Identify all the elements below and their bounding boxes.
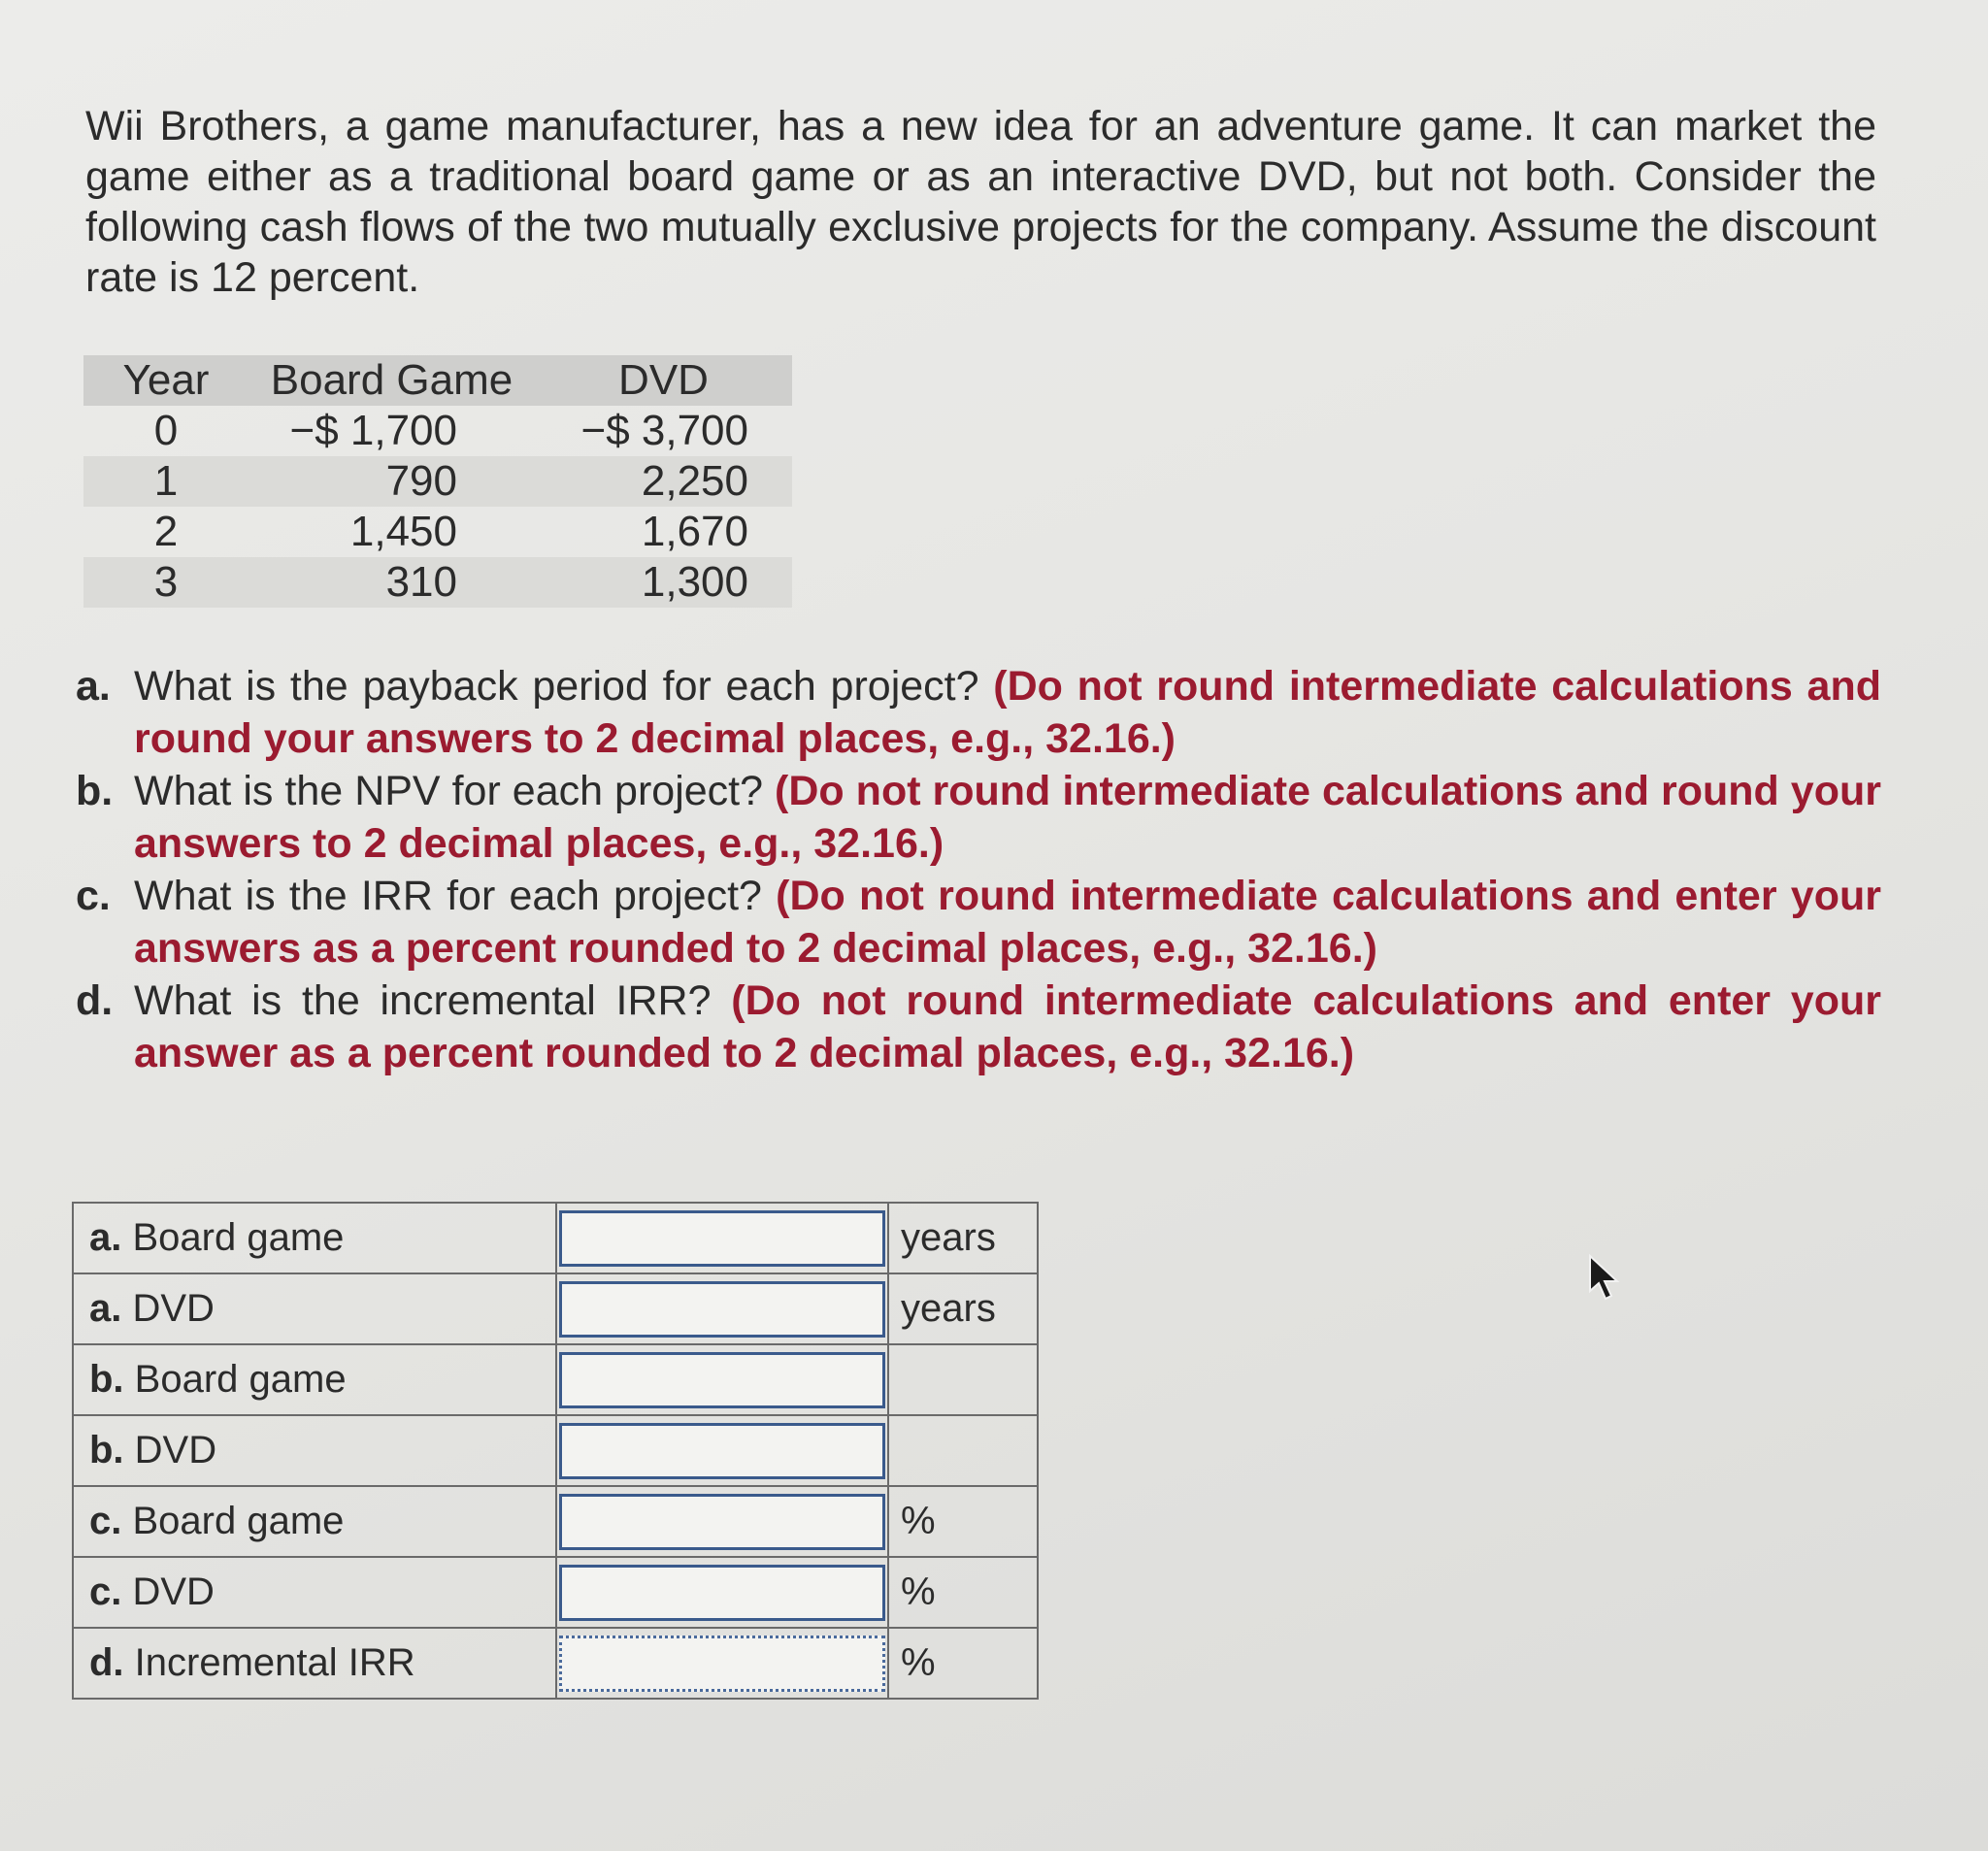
cash-flow-header-row: [83, 355, 792, 406]
question-c: [76, 870, 1881, 975]
answer-unit: %: [888, 1486, 1038, 1557]
irr-board-game-input[interactable]: [559, 1494, 885, 1550]
answer-letter: c.: [89, 1500, 122, 1542]
answer-row: [73, 1628, 1038, 1699]
question-note: (Do not round intermediate calculations and round your answers to 2 decimal places, e.g., 32.16.): [134, 663, 1881, 762]
cash-flow-row: [83, 456, 792, 507]
question-a: [76, 660, 1881, 765]
answer-label: [73, 1203, 556, 1273]
answer-letter: b.: [89, 1429, 124, 1471]
question-note: (Do not round intermediate calculations and enter your answers as a percent rounded to 2 decimal places, e.g., 32.16.): [134, 873, 1881, 972]
question-letter: c.: [76, 873, 111, 919]
answer-input-cell: [556, 1628, 888, 1699]
question-letter: d.: [76, 977, 114, 1024]
mouse-pointer-icon: [1588, 1254, 1621, 1301]
answer-unit: %: [888, 1557, 1038, 1628]
answer-label-text: Board game: [134, 1358, 347, 1401]
answer-input-cell: [556, 1557, 888, 1628]
answer-letter: a.: [89, 1287, 122, 1330]
year-cell: 3: [83, 557, 248, 608]
question-text: What is the NPV for each project?: [134, 768, 776, 814]
answer-row: [73, 1486, 1038, 1557]
header-year: Year: [83, 355, 248, 406]
answer-input-cell: [556, 1203, 888, 1273]
irr-dvd-input[interactable]: [559, 1565, 885, 1621]
answer-letter: d.: [89, 1641, 124, 1684]
board-game-cell: 310: [248, 557, 535, 608]
answer-unit: years: [888, 1273, 1038, 1344]
answer-input-cell: [556, 1273, 888, 1344]
cash-flow-row: [83, 557, 792, 608]
dvd-cell: −$ 3,700: [580, 407, 748, 454]
answer-unit: [888, 1415, 1038, 1486]
answer-label: [73, 1415, 556, 1486]
answer-unit: years: [888, 1203, 1038, 1273]
year-cell: 1: [83, 456, 248, 507]
question-text: What is the payback period for each project?: [134, 663, 994, 710]
answer-unit: %: [888, 1628, 1038, 1699]
answer-label-text: DVD: [132, 1570, 215, 1613]
payback-board-game-input[interactable]: [559, 1210, 885, 1267]
answer-letter: b.: [89, 1358, 124, 1401]
npv-dvd-input[interactable]: [559, 1423, 885, 1479]
board-game-cell: −$ 1,700: [289, 407, 457, 454]
answer-row: [73, 1557, 1038, 1628]
answer-label-text: Incremental IRR: [134, 1641, 415, 1684]
board-game-cell: 790: [248, 456, 535, 507]
incremental-irr-input[interactable]: [559, 1636, 885, 1692]
cash-flow-row: [83, 507, 792, 557]
payback-dvd-input[interactable]: [559, 1281, 885, 1338]
answer-label: [73, 1628, 556, 1699]
answer-letter: a.: [89, 1216, 122, 1259]
question-d: [76, 975, 1881, 1079]
board-game-cell: 1,450: [349, 508, 457, 555]
answer-label: [73, 1557, 556, 1628]
answer-label-text: DVD: [134, 1429, 217, 1471]
answer-row: [73, 1273, 1038, 1344]
answer-label: [73, 1344, 556, 1415]
dvd-cell: 1,300: [535, 557, 792, 608]
answer-letter: c.: [89, 1570, 122, 1613]
question-note: (Do not round intermediate calculations and round your answers to 2 decimal places, e.g., 32.16.): [134, 768, 1881, 867]
question-letter: a.: [76, 663, 111, 710]
answer-label: [73, 1273, 556, 1344]
answer-label-text: DVD: [132, 1287, 215, 1330]
year-cell: 2: [153, 508, 179, 555]
answer-input-cell: [556, 1486, 888, 1557]
question-b: [76, 765, 1881, 870]
question-text: What is the incremental IRR?: [134, 977, 732, 1024]
answer-row: [73, 1203, 1038, 1273]
answer-table: [72, 1202, 1039, 1700]
cash-flow-row: [83, 406, 792, 456]
answer-row: [73, 1344, 1038, 1415]
answer-label: [73, 1486, 556, 1557]
answer-input-cell: [556, 1415, 888, 1486]
header-dvd: DVD: [535, 355, 792, 406]
header-board-game: Board Game: [248, 355, 535, 406]
answer-row: [73, 1415, 1038, 1486]
question-letter: b.: [76, 768, 114, 814]
answer-label-text: Board game: [132, 1216, 345, 1259]
answer-label-text: Board game: [132, 1500, 345, 1542]
answer-unit: [888, 1344, 1038, 1415]
npv-board-game-input[interactable]: [559, 1352, 885, 1408]
year-cell: 0: [153, 407, 179, 454]
cash-flow-table: [83, 355, 792, 608]
dvd-cell: 1,670: [641, 508, 748, 555]
dvd-cell: 2,250: [535, 456, 792, 507]
question-text: What is the IRR for each project?: [134, 873, 777, 919]
question-list: [76, 660, 1881, 1079]
problem-statement: Wii Brothers, a game manufacturer, has a new idea for an adventure game. It can market the game either as a traditional board game or as an interactive DVD, but not both. Consider the following cash flows of the two mutually exclusive projects for the company. Assume the discount rate is 12 percent.: [85, 103, 1876, 301]
answer-input-cell: [556, 1344, 888, 1415]
question-note: (Do not round intermediate calculations and enter your answer as a percent rounded to 2 decimal places, e.g., 32.16.): [134, 977, 1881, 1076]
